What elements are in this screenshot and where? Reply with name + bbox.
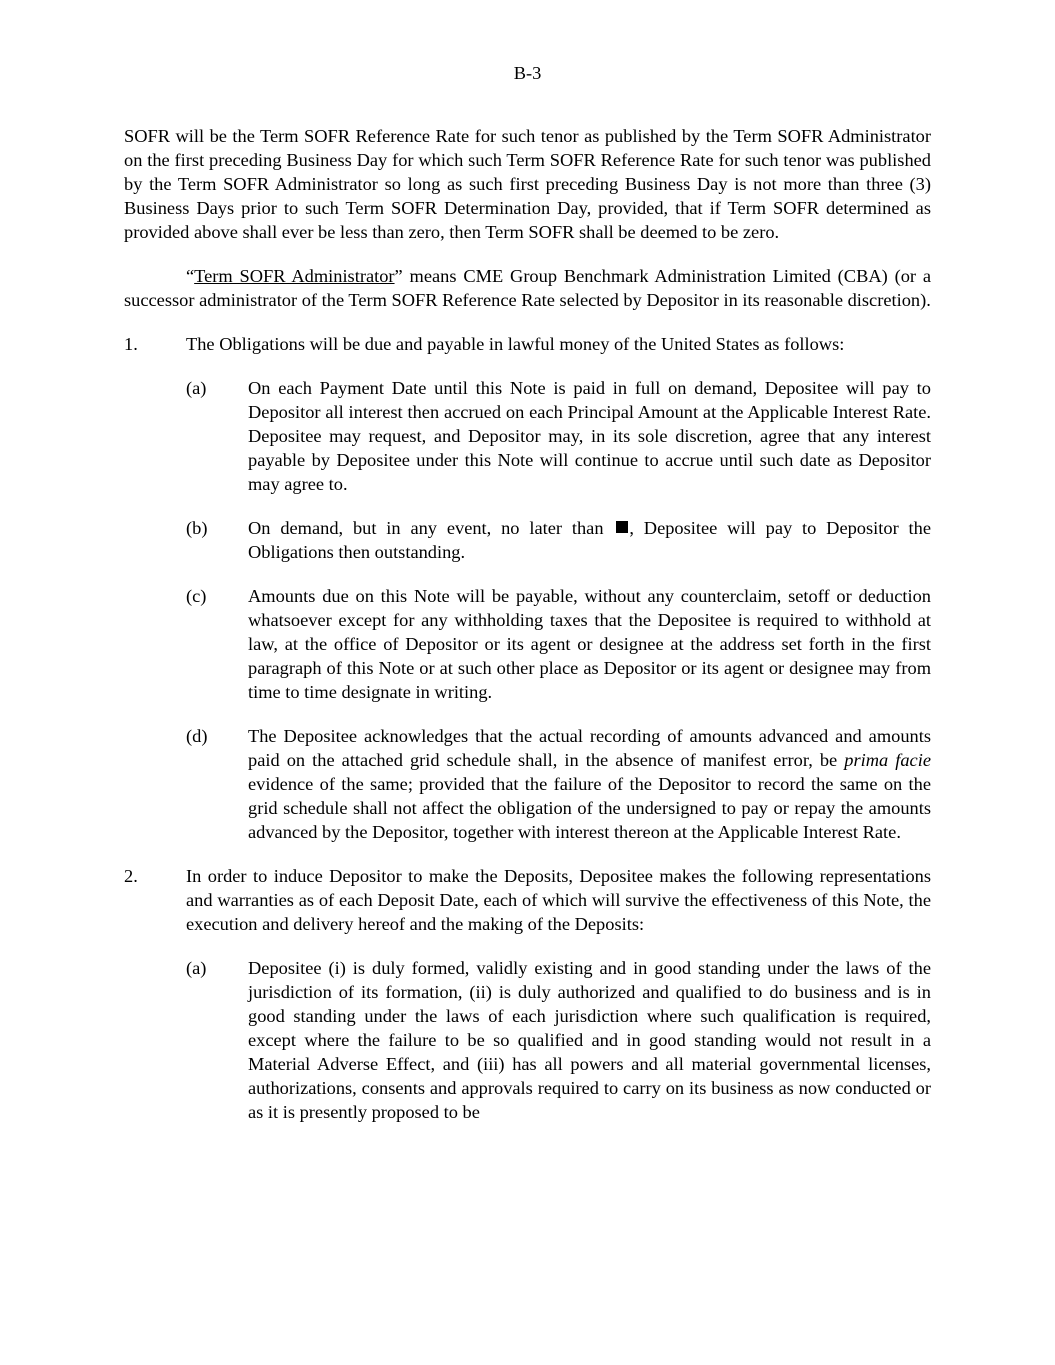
item-text: Depositee (i) is duly formed, validly existing and in good standing under the laws of the jurisdiction of its formation, (ii) is duly authorized and qualified to do business and is in good standing under the laws of each jurisdiction where such qualification is required, except where the failure to be so qualified and in good standing would not result in a Material Adverse Effect, and (iii) has all powers and all material governmental licenses, authorizations, consents and approvals required to carry on its business as now conducted or as it is presently proposed to be xyxy=(248,958,931,1122)
item-text: Amounts due on this Note will be payable, without any counterclaim, setoff or deduction whatsoever except for any withholding taxes that the Depositee is required to withhold at law, at the office of Depositor or its agent or designee at the address set forth in the first paragraph of this Note or at such other place as Depositor or its agent or designee may from time to time designate in writing. xyxy=(248,586,931,702)
section-2-item-a xyxy=(124,956,931,1124)
continuation-paragraph: SOFR will be the Term SOFR Reference Rate for such tenor as published by the Term SOFR Administrator on the first preceding Business Day for which such Term SOFR Reference Rate for such tenor was published by the Term SOFR Administrator so long as such first preceding Business Day is not more than three (3) Business Days prior to such Term SOFR Determination Day, provided, that if Term SOFR determined as provided above shall ever be less than zero, then Term SOFR shall be deemed to be zero. xyxy=(124,126,931,242)
filled-square-icon xyxy=(616,521,628,533)
section-1-item-d xyxy=(124,724,931,844)
section-1-item-a xyxy=(124,376,931,496)
section-number: 1. xyxy=(124,334,138,354)
item-label: (a) xyxy=(186,378,207,398)
item-text-before: The Depositee acknowledges that the actual recording of amounts advanced and amounts paid on the attached grid schedule shall, in the absence of manifest error, be xyxy=(248,726,931,770)
defined-term: Term SOFR Administrator xyxy=(194,266,395,286)
page-number: B-3 xyxy=(513,63,542,83)
item-label: (c) xyxy=(186,586,207,606)
italic-phrase: prima facie xyxy=(844,750,931,770)
section-number: 2. xyxy=(124,866,138,886)
item-text xyxy=(248,724,931,844)
item-text xyxy=(248,516,931,564)
item-text-before: On demand, but in any event, no later than xyxy=(248,518,604,538)
item-text-after: evidence of the same; provided that the failure of the Depositor to record the same on the grid schedule shall not affect the obligation of the undersigned to pay or repay the amounts advanced by the Depositor, together with interest thereon at the Applicable Interest Rate. xyxy=(248,774,931,842)
section-1-item-b xyxy=(124,516,931,564)
document-body xyxy=(124,124,931,1144)
item-text-after: , Depositee will pay to Depositor the Obligations then outstanding. xyxy=(248,518,931,562)
definition-paragraph xyxy=(124,264,931,312)
section-1-item-c xyxy=(124,584,931,704)
section-1 xyxy=(124,332,931,356)
item-text: On each Payment Date until this Note is paid in full on demand, Depositee will pay to Depositor all interest then accrued on each Principal Amount at the Applicable Interest Rate. Depositee may request, and Depositor may, in its sole discretion, agree that any interest payable by Depositee under this Note will continue to accrue until such date as Depositor may agree to. xyxy=(248,378,931,494)
item-label: (d) xyxy=(186,726,208,746)
item-label: (b) xyxy=(186,518,208,538)
definition-text: ” means CME Group Benchmark Administration Limited (CBA) (or a successor administrator of the Term SOFR Reference Rate selected by Depositor in its reasonable discretion). xyxy=(124,266,932,310)
section-text: The Obligations will be due and payable in lawful money of the United States as follows: xyxy=(186,334,845,354)
open-quote: “ xyxy=(186,266,195,286)
section-2 xyxy=(124,864,931,936)
section-text: In order to induce Depositor to make the Deposits, Depositee makes the following representations and warranties as of each Deposit Date, each of which will survive the effectiveness of this Note, the execution and delivery hereof and the making of the Deposits: xyxy=(186,866,931,934)
item-label: (a) xyxy=(186,958,207,978)
